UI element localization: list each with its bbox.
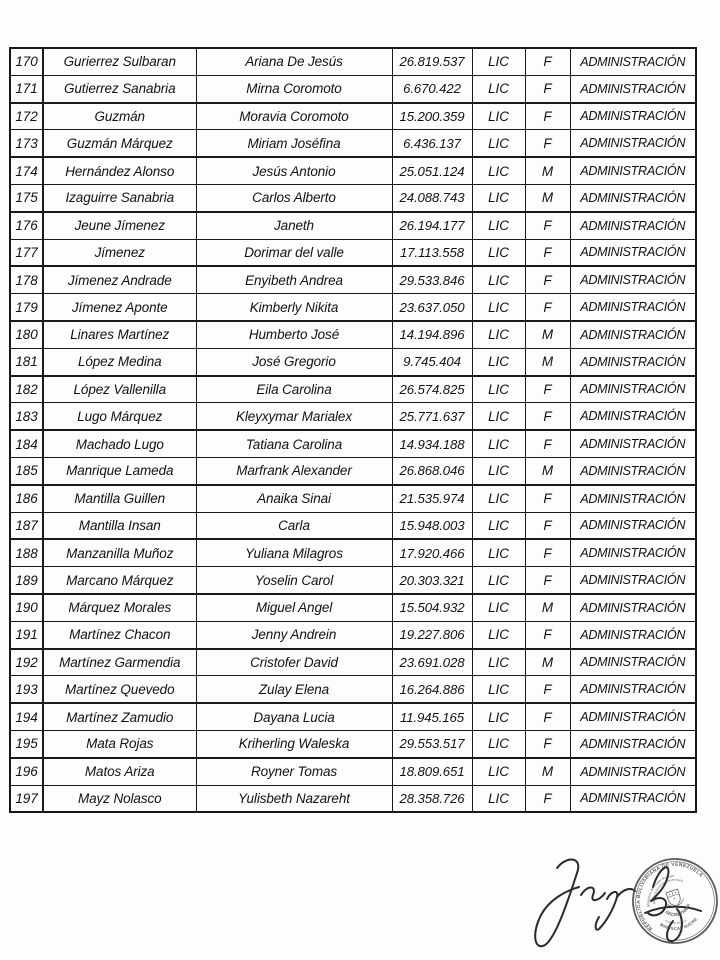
surname-cell: Gutierrez Sanabria [43,75,196,102]
table-row [10,403,696,430]
surname-cell: López Vallenilla [43,376,196,403]
degree-cell: LIC [472,403,525,430]
surname-cell: Marcano Márquez [43,567,196,594]
table-row [10,730,696,757]
degree-cell: LIC [472,758,525,785]
id-number-cell: 6.670.422 [392,75,472,102]
first-name-cell: José Gregorio [196,348,392,375]
id-number-cell: 17.920.466 [392,539,472,566]
sex-cell: F [525,376,570,403]
table-row [10,567,696,594]
id-number-cell: 14.934.188 [392,430,472,457]
sex-cell: F [525,539,570,566]
sex-cell: M [525,157,570,184]
department-cell: ADMINISTRACIÓN [570,376,696,403]
degree-cell: LIC [472,75,525,102]
department-cell: ADMINISTRACIÓN [570,403,696,430]
id-number-cell: 29.553.517 [392,730,472,757]
table-row [10,649,696,676]
first-name-cell: Moravia Coromoto [196,103,392,130]
degree-cell: LIC [472,594,525,621]
surname-cell: Jímenez Andrade [43,266,196,293]
department-cell: ADMINISTRACIÓN [570,130,696,157]
surname-cell: Machado Lugo [43,430,196,457]
department-cell: ADMINISTRACIÓN [570,676,696,703]
sex-cell: F [525,403,570,430]
first-name-cell: Dayana Lucia [196,703,392,730]
sex-cell: M [525,649,570,676]
coat-of-arms-icon [663,888,685,909]
sex-cell: F [525,212,570,239]
seal-small-text: Asistencia Temporal [664,919,688,925]
surname-cell: Martínez Zamudio [43,703,196,730]
id-number-cell: 26.194.177 [392,212,472,239]
row-number-cell: 170 [10,48,43,75]
sex-cell: F [525,785,570,812]
table-row [10,48,696,75]
row-number-cell: 193 [10,676,43,703]
degree-cell: LIC [472,567,525,594]
department-cell: ADMINISTRACIÓN [570,512,696,539]
id-number-cell: 18.809.651 [392,758,472,785]
signature-stroke-j [535,859,579,946]
surname-cell: Linares Martínez [43,321,196,348]
first-name-cell: Yoselin Carol [196,567,392,594]
sex-cell: F [525,103,570,130]
table-row [10,321,696,348]
department-cell: ADMINISTRACIÓN [570,75,696,102]
degree-cell: LIC [472,48,525,75]
surname-cell: Manrique Lameda [43,457,196,484]
row-number-cell: 173 [10,130,43,157]
row-number-cell: 182 [10,376,43,403]
degree-cell: LIC [472,212,525,239]
id-number-cell: 15.200.359 [392,103,472,130]
degree-cell: LIC [472,376,525,403]
table-row [10,758,696,785]
first-name-cell: Kleyxymar Marialex [196,403,392,430]
id-number-cell: 16.264.886 [392,676,472,703]
row-number-cell: 197 [10,785,43,812]
row-number-cell: 171 [10,75,43,102]
first-name-cell: Tatiana Carolina [196,430,392,457]
id-number-cell: 21.535.974 [392,485,472,512]
row-number-cell: 196 [10,758,43,785]
sex-cell: F [525,130,570,157]
table-row [10,430,696,457]
department-cell: ADMINISTRACIÓN [570,703,696,730]
degree-cell: LIC [472,430,525,457]
surname-cell: Márquez Morales [43,594,196,621]
id-number-cell: 28.358.726 [392,785,472,812]
row-number-cell: 189 [10,567,43,594]
row-number-cell: 190 [10,594,43,621]
seal-rotated-group [630,856,720,946]
first-name-cell: Eila Carolina [196,376,392,403]
sex-cell: M [525,758,570,785]
id-number-cell: 24.088.743 [392,184,472,211]
table-row [10,294,696,321]
row-number-cell: 180 [10,321,43,348]
first-name-cell: Mirna Coromoto [196,75,392,102]
department-cell: ADMINISTRACIÓN [570,184,696,211]
first-name-cell: Humberto José [196,321,392,348]
row-number-cell: 187 [10,512,43,539]
seal-outer-text: REPÚBLICA BOLIVARIANA DE VENEZUELA [636,862,704,931]
first-name-cell: Jesús Antonio [196,157,392,184]
degree-cell: LIC [472,703,525,730]
surname-cell: Lugo Márquez [43,403,196,430]
degree-cell: LIC [472,457,525,484]
sex-cell: F [525,676,570,703]
surname-cell: Jeune Jímenez [43,212,196,239]
id-number-cell: 6.436.137 [392,130,472,157]
table-row [10,103,696,130]
degree-cell: LIC [472,184,525,211]
table-row [10,512,696,539]
sex-cell: M [525,348,570,375]
department-cell: ADMINISTRACIÓN [570,48,696,75]
degree-cell: LIC [472,321,525,348]
surname-cell: Jímenez [43,239,196,266]
degree-cell: LIC [472,512,525,539]
id-number-cell: 26.574.825 [392,376,472,403]
degree-cell: LIC [472,103,525,130]
id-number-cell: 9.745.404 [392,348,472,375]
seal-ministry-line2: para la Educación Universitaria [651,877,684,905]
sex-cell: F [525,430,570,457]
seal-ministry-line1: Ministerio del Poder Popular [646,873,675,908]
id-number-cell: 23.691.028 [392,649,472,676]
first-name-cell: Cristofer David [196,649,392,676]
id-number-cell: 15.504.932 [392,594,472,621]
department-cell: ADMINISTRACIÓN [570,539,696,566]
surname-cell: Gurierrez Sulbaran [43,48,196,75]
department-cell: ADMINISTRACIÓN [570,485,696,512]
degree-cell: LIC [472,676,525,703]
id-number-cell: 17.113.558 [392,239,472,266]
sex-cell: M [525,184,570,211]
row-number-cell: 178 [10,266,43,293]
seal-outer-ring-inner-line [630,856,720,946]
id-number-cell: 25.051.124 [392,157,472,184]
row-number-cell: 181 [10,348,43,375]
id-number-cell: 14.194.896 [392,321,472,348]
department-cell: ADMINISTRACIÓN [570,785,696,812]
department-cell: ADMINISTRACIÓN [570,430,696,457]
first-name-cell: Kimberly Nikita [196,294,392,321]
table-row [10,157,696,184]
surname-cell: Martínez Garmendia [43,649,196,676]
sex-cell: F [525,730,570,757]
surname-cell: Martínez Quevedo [43,676,196,703]
sex-cell: F [525,621,570,648]
department-cell: ADMINISTRACIÓN [570,212,696,239]
row-number-cell: 195 [10,730,43,757]
first-name-cell: Jenny Andrein [196,621,392,648]
surname-cell: Jímenez Aponte [43,294,196,321]
department-cell: ADMINISTRACIÓN [570,758,696,785]
surname-cell: Guzmán Márquez [43,130,196,157]
roster-rows [10,48,696,812]
sex-cell: F [525,266,570,293]
first-name-cell: Anaika Sinai [196,485,392,512]
sex-cell: F [525,512,570,539]
first-name-cell: Royner Tomas [196,758,392,785]
department-cell: ADMINISTRACIÓN [570,348,696,375]
row-number-cell: 186 [10,485,43,512]
degree-cell: LIC [472,294,525,321]
first-name-cell: Marfrank Alexander [196,457,392,484]
row-number-cell: 183 [10,403,43,430]
first-name-cell: Ariana De Jesús [196,48,392,75]
table-row [10,676,696,703]
table-row [10,266,696,293]
table-row [10,376,696,403]
surname-cell: Mantilla Guillen [43,485,196,512]
row-number-cell: 191 [10,621,43,648]
table-row [10,703,696,730]
department-cell: ADMINISTRACIÓN [570,157,696,184]
degree-cell: LIC [472,239,525,266]
degree-cell: LIC [472,130,525,157]
first-name-cell: Miguel Angel [196,594,392,621]
row-number-cell: 172 [10,103,43,130]
id-number-cell: 19.227.806 [392,621,472,648]
surname-cell: Mantilla Insan [43,512,196,539]
table-row [10,212,696,239]
row-number-cell: 192 [10,649,43,676]
row-number-cell: 185 [10,457,43,484]
first-name-cell: Zulay Elena [196,676,392,703]
table-row [10,457,696,484]
department-cell: ADMINISTRACIÓN [570,321,696,348]
first-name-cell: Dorimar del valle [196,239,392,266]
degree-cell: LIC [472,785,525,812]
id-number-cell: 20.303.321 [392,567,472,594]
sex-cell: M [525,594,570,621]
row-number-cell: 174 [10,157,43,184]
table-row [10,539,696,566]
first-name-cell: Janeth [196,212,392,239]
department-cell: ADMINISTRACIÓN [570,457,696,484]
id-number-cell: 26.819.537 [392,48,472,75]
table-row [10,485,696,512]
row-number-cell: 179 [10,294,43,321]
surname-cell: Mayz Nolasco [43,785,196,812]
first-name-cell: Yuliana Milagros [196,539,392,566]
degree-cell: LIC [472,266,525,293]
id-number-cell: 26.868.046 [392,457,472,484]
surname-cell: Hernández Alonso [43,157,196,184]
row-number-cell: 176 [10,212,43,239]
surname-cell: Izaguirre Sanabria [43,184,196,211]
id-number-cell: 23.637.050 [392,294,472,321]
department-cell: ADMINISTRACIÓN [570,239,696,266]
degree-cell: LIC [472,485,525,512]
table-row [10,621,696,648]
department-cell: ADMINISTRACIÓN [570,266,696,293]
degree-cell: LIC [472,730,525,757]
department-cell: ADMINISTRACIÓN [570,594,696,621]
first-name-cell: Carlos Alberto [196,184,392,211]
sex-cell: F [525,294,570,321]
sex-cell: F [525,75,570,102]
signature-stroke-orge [581,888,605,901]
id-number-cell: 25.771.637 [392,403,472,430]
sex-cell: M [525,321,570,348]
table-row [10,785,696,812]
degree-cell: LIC [472,348,525,375]
department-cell: ADMINISTRACIÓN [570,730,696,757]
sex-cell: M [525,457,570,484]
id-number-cell: 29.533.846 [392,266,472,293]
sex-cell: F [525,48,570,75]
surname-cell: Martínez Chacon [43,621,196,648]
signature-stroke-g [596,892,618,930]
first-name-cell: Enyibeth Andrea [196,266,392,293]
seal-outer-ring [630,856,720,946]
first-name-cell: Miriam Joséfina [196,130,392,157]
degree-cell: LIC [472,157,525,184]
degree-cell: LIC [472,621,525,648]
official-seal-stamp [630,856,720,946]
surname-cell: Guzmán [43,103,196,130]
degree-cell: LIC [472,539,525,566]
degree-cell: LIC [472,649,525,676]
id-number-cell: 15.948.003 [392,512,472,539]
table-row [10,594,696,621]
first-name-cell: Carla [196,512,392,539]
department-cell: ADMINISTRACIÓN [570,294,696,321]
department-cell: ADMINISTRACIÓN [570,103,696,130]
first-name-cell: Yulisbeth Nazareht [196,785,392,812]
sex-cell: F [525,239,570,266]
table-row [10,348,696,375]
department-cell: ADMINISTRACIÓN [570,567,696,594]
surname-cell: Manzanilla Muñoz [43,539,196,566]
sex-cell: F [525,485,570,512]
seal-secretaria-text: SECRETARÍA [664,902,692,918]
table-row [10,184,696,211]
id-number-cell: 11.945.165 [392,703,472,730]
sex-cell: F [525,703,570,730]
row-number-cell: 184 [10,430,43,457]
table-row [10,75,696,102]
surname-cell: López Medina [43,348,196,375]
department-cell: ADMINISTRACIÓN [570,621,696,648]
surname-cell: Matos Ariza [43,758,196,785]
row-number-cell: 177 [10,239,43,266]
sex-cell: F [525,567,570,594]
table-row [10,130,696,157]
seal-bottom-text: MARISCAL SUCRE [659,916,699,931]
surname-cell: Mata Rojas [43,730,196,757]
table-row [10,239,696,266]
first-name-cell: Kriherling Waleska [196,730,392,757]
row-number-cell: 175 [10,184,43,211]
row-number-cell: 194 [10,703,43,730]
personnel-roster-table [9,47,697,813]
department-cell: ADMINISTRACIÓN [570,649,696,676]
row-number-cell: 188 [10,539,43,566]
